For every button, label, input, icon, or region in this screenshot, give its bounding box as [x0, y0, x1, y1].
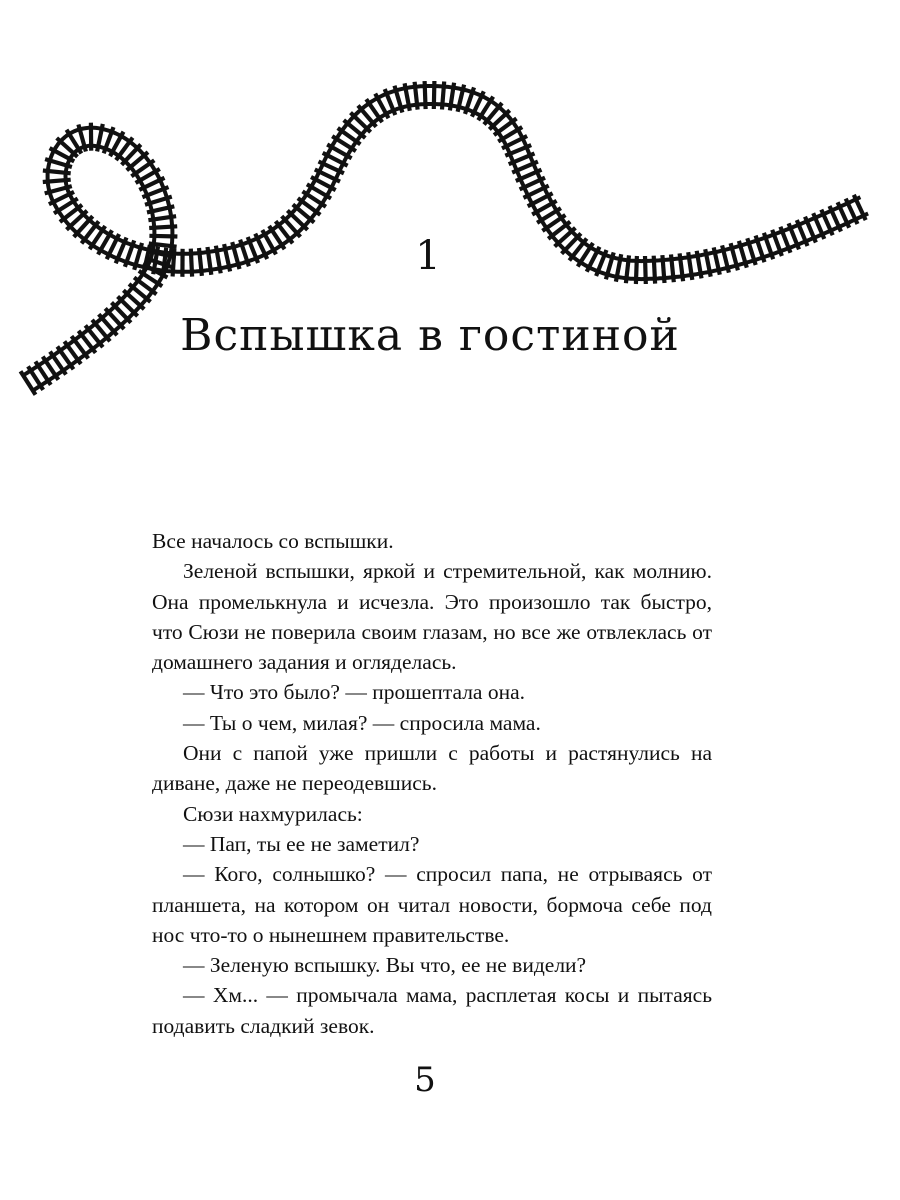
paragraph: Они с папой уже пришли с работы и растянулись на диване, даже не переодевшись. — [152, 741, 712, 796]
chapter-number: 1 — [415, 233, 441, 279]
paragraph: — Ты о чем, милая? — спросила мама. — [183, 710, 541, 735]
paragraph: Все началось со вспышки. — [152, 529, 394, 553]
page-number: 5 — [414, 1060, 436, 1100]
paragraph: — Что это было? — прошептала она. — [183, 680, 526, 705]
paragraph: — Пап, ты ее не заметил? — [183, 831, 420, 856]
paragraph: Сюзи нахмурилась: — [183, 801, 363, 826]
paragraph: — Кого, солнышко? — спросил папа, не отрываясь от планшета, на котором он читал новости, бормоча себе под нос что-то о нынешнем правительстве. — [152, 862, 712, 947]
chapter-title: Вспышка в гостиной — [180, 310, 680, 361]
chapter-body — [152, 526, 712, 1041]
paragraph: — Зеленую вспышку. Вы что, ее не видели? — [183, 953, 587, 978]
paragraph: Зеленой вспышки, яркой и стремительной, как молнию. Она промелькнула и исчезла. Это произошло так быстро, что Сюзи не поверила своим глазам, но все же отвлеклась от домашнего задания и огляделась. — [152, 559, 712, 675]
paragraph: — Хм... — промычала мама, расплетая косы и пытаясь подавить сладкий зевок. — [152, 983, 712, 1038]
